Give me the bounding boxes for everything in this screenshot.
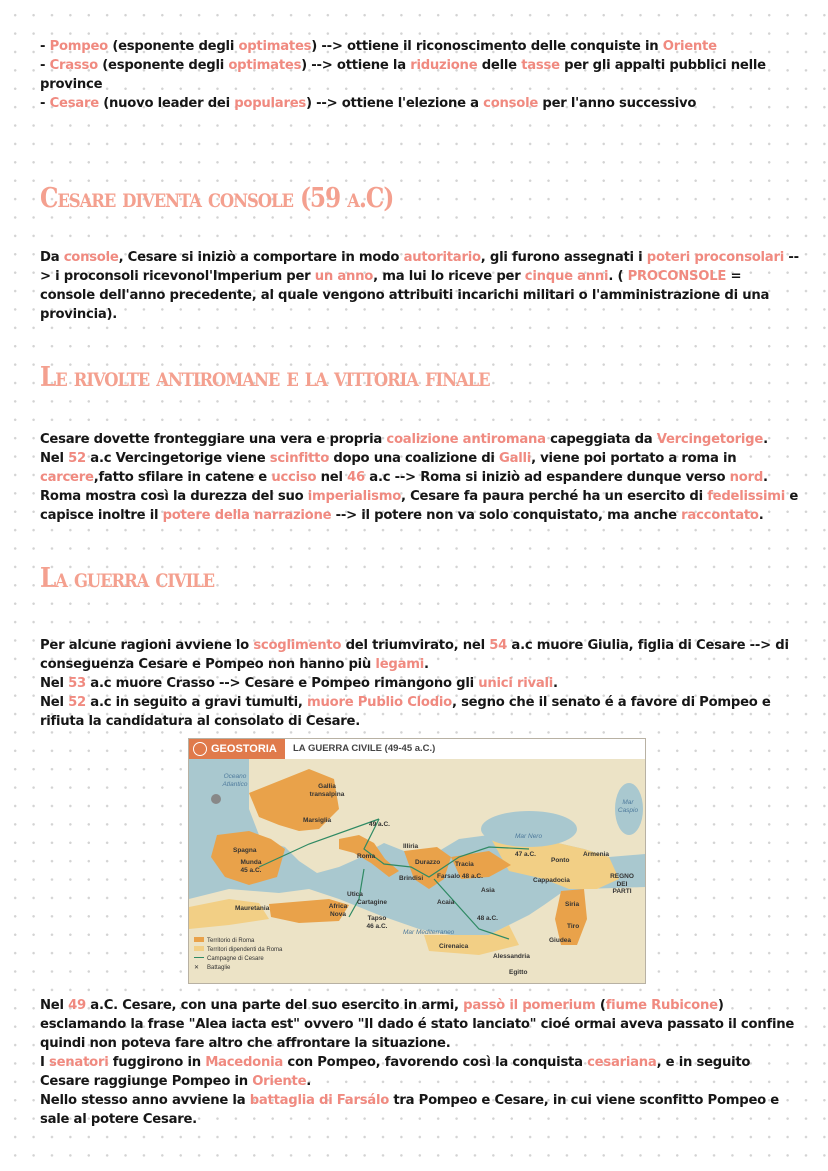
- text-run: Per alcune ragioni avviene lo: [40, 638, 254, 653]
- intro-line: [40, 56, 800, 94]
- map-label: Mar Nero: [515, 833, 543, 840]
- highlight-term: Oriente: [252, 1074, 307, 1089]
- highlight-term: coalizione antiromana: [386, 432, 546, 447]
- text-run: dopo una coalizione di: [329, 451, 500, 466]
- legend-item: Territorio di Roma: [194, 937, 282, 946]
- map-label: Durazzo: [415, 859, 441, 866]
- text-run: a.c Vercingetorige viene: [85, 451, 270, 466]
- text-run: (: [595, 998, 606, 1013]
- text-run: a.c in seguito a gravi tumulti,: [85, 695, 308, 710]
- highlight-term: console: [63, 250, 119, 265]
- paragraph: [40, 636, 800, 674]
- map-label: Illiria: [403, 843, 419, 850]
- section-body: [40, 996, 800, 1129]
- paragraph: [40, 693, 800, 731]
- text-run: Nel: [40, 451, 69, 466]
- highlight-term: Pompeo: [49, 39, 108, 54]
- intro-line: [40, 37, 800, 56]
- map-header: [189, 739, 645, 759]
- map-legend: [194, 937, 282, 973]
- text-run: fuggirono in: [108, 1055, 206, 1070]
- text-run: , e in seguito Cesare raggiunge Pompeo in: [40, 1055, 751, 1089]
- map-label: Cappadocia: [533, 877, 570, 884]
- paragraph: [40, 449, 800, 487]
- text-run: Nel: [40, 695, 69, 710]
- highlight-term: senatori: [49, 1055, 109, 1070]
- text-run: del triumvirato, nel: [341, 638, 490, 653]
- section-body: [40, 248, 800, 324]
- highlight-term: optimates: [238, 39, 312, 54]
- highlight-term: nord: [729, 470, 764, 485]
- legend-item: Campagne di Cesare: [194, 955, 282, 964]
- text-run: .: [758, 508, 764, 523]
- text-run: (esponente degli: [97, 58, 229, 73]
- map-label: Munda 45 a.C.: [240, 859, 262, 874]
- text-run: , gli furono assegnati i: [480, 250, 647, 265]
- highlight-term: riduzione: [410, 58, 478, 73]
- globe-icon: [193, 742, 207, 756]
- text-run: capeggiata da: [545, 432, 657, 447]
- text-run: Nel: [40, 676, 69, 691]
- paragraph: [40, 430, 800, 449]
- text-run: Cesare dovette fronteggiare una vera e propria: [40, 432, 387, 447]
- text-run: -: [40, 96, 50, 111]
- map-label: Utica: [347, 891, 363, 898]
- legend-item: ✕ Battaglie: [194, 965, 231, 971]
- highlight-term: carcere: [40, 470, 94, 485]
- highlight-term: raccontato: [681, 508, 759, 523]
- map-label: Mauretania: [235, 905, 270, 912]
- text-run: tra Pompeo e Cesare, in cui viene sconfitto Pompeo e sale al potere Cesare.: [40, 1093, 780, 1127]
- text-run: con Pompeo, favorendo così la conquista: [283, 1055, 588, 1070]
- text-run: .: [763, 470, 768, 485]
- highlight-term: passò il pomerium: [463, 998, 596, 1013]
- highlight-term: console: [483, 96, 539, 111]
- text-run: ) --> ottiene la: [301, 58, 411, 73]
- text-run: Nello stesso anno avviene la: [40, 1093, 250, 1108]
- paragraph: [40, 1053, 800, 1091]
- map-label: 48 a.C.: [477, 915, 498, 922]
- legend-swatch: [194, 937, 204, 942]
- highlight-term: 46: [347, 470, 365, 485]
- section-body: [40, 430, 800, 525]
- map-label: Siria: [565, 901, 580, 908]
- text-run: , segno che il senato é a favore di Pompeo e rifiuta la candidatura al consolato di Cesare.: [40, 695, 771, 729]
- highlight-term: Oriente: [662, 39, 717, 54]
- text-run: (esponente degli: [108, 39, 239, 54]
- highlight-term: Crasso: [49, 58, 98, 73]
- highlight-term: 52: [68, 695, 86, 710]
- highlight-term: imperialismo: [307, 489, 402, 504]
- text-run: .: [306, 1074, 312, 1089]
- text-run: ,fatto sfilare in catene e: [93, 470, 272, 485]
- text-run: .: [424, 657, 429, 672]
- highlight-term: 52: [68, 451, 86, 466]
- map-label: Marsiglia: [303, 817, 332, 824]
- map-label: Mar Mediterraneo: [403, 929, 455, 936]
- map-label: Tapso 46 a.C.: [366, 915, 388, 930]
- map-label: Africa Nova: [328, 903, 348, 918]
- paragraph: [40, 674, 800, 693]
- text-run: Da: [40, 250, 64, 265]
- highlight-term: PROCONSOLE: [627, 269, 727, 284]
- text-run: Nel: [40, 998, 69, 1013]
- text-run: per l'anno successivo: [538, 96, 697, 111]
- section-heading: Le rivolte antiromane e la vittoria finale: [40, 362, 490, 393]
- map-label: REGNO DEI PARTI: [610, 873, 634, 895]
- highlight-term: optimates: [228, 58, 302, 73]
- paragraph: [40, 248, 800, 324]
- highlight-term: Cesare: [49, 96, 99, 111]
- highlight-term: unici rivali: [478, 676, 554, 691]
- text-run: -: [40, 39, 50, 54]
- map-brand: GEOSTORIA: [189, 739, 285, 759]
- map-label: Spagna: [233, 847, 257, 854]
- highlight-term: autoritario: [403, 250, 481, 265]
- map-label: Tracia: [455, 861, 474, 868]
- text-run: .: [553, 676, 558, 691]
- map-label: Cartagine: [357, 899, 387, 906]
- highlight-term: scoglimento: [253, 638, 342, 653]
- paragraph: [40, 1091, 800, 1129]
- highlight-term: legami: [375, 657, 424, 672]
- map-label: Cirenaica: [439, 943, 469, 950]
- highlight-term: tasse: [521, 58, 560, 73]
- text-run: a.c muore Crasso --> Cesare e Pompeo rimangono gli: [85, 676, 479, 691]
- section-body: [40, 636, 800, 731]
- map-label: Ponto: [551, 857, 570, 864]
- paragraph: [40, 996, 800, 1053]
- text-run: , viene poi portato a roma in: [531, 451, 737, 466]
- map-label: Oceano Atlantico: [222, 773, 248, 788]
- map-label: Tiro: [567, 923, 580, 930]
- map-label: Alessandria: [493, 953, 530, 960]
- legend-item: Territori dipendenti da Roma: [194, 946, 282, 955]
- legend-swatch: [194, 946, 204, 951]
- highlight-term: poteri proconsolari: [646, 250, 784, 265]
- highlight-term: ucciso: [271, 470, 317, 485]
- map-label: Gallia transalpina: [309, 783, 345, 798]
- highlight-term: potere della narrazione: [162, 508, 332, 523]
- text-run: ) --> ottiene l'elezione a: [306, 96, 484, 111]
- highlight-term: fiume Rubicone: [605, 998, 718, 1013]
- highlight-term: cinque anni: [524, 269, 609, 284]
- map-label: Armenia: [583, 851, 610, 858]
- highlight-term: 54: [489, 638, 508, 653]
- text-run: -: [40, 58, 50, 73]
- highlight-term: un anno: [314, 269, 374, 284]
- text-run: nel: [316, 470, 348, 485]
- map-label: Asia: [481, 887, 495, 894]
- map-label: Brindisi: [399, 875, 424, 882]
- text-run: , Cesare fa paura perché ha un esercito di: [401, 489, 708, 504]
- battle-icon: ✕: [194, 965, 200, 971]
- highlight-term: 53: [68, 676, 86, 691]
- map-title: LA GUERRA CIVILE (49-45 a.C.): [293, 743, 436, 754]
- highlight-term: battaglia di Farsálo: [249, 1093, 390, 1108]
- map-label: Acaia: [437, 899, 455, 906]
- text-run: delle: [477, 58, 522, 73]
- map-label: Farsalo 48 a.C.: [437, 873, 483, 880]
- black-sea: [481, 811, 577, 847]
- highlight-term: Vercingetorige: [656, 432, 764, 447]
- text-run: = console dell'anno precedente, al quale vengono attribuiti incarichi militari o l'amministrazione di una provincia).: [40, 269, 770, 322]
- text-run: .: [763, 432, 768, 447]
- section-heading: La guerra civile: [40, 563, 215, 594]
- map-label: Roma: [357, 853, 376, 860]
- text-run: --> i proconsoli ricevonol'Imperium per: [40, 250, 799, 284]
- intro-list: [40, 37, 800, 113]
- highlight-term: fedelissimi: [707, 489, 786, 504]
- legend-swatch: [194, 957, 204, 958]
- map-label: 49 a.C.: [369, 821, 390, 828]
- text-run: a.C. Cesare, con una parte del suo esercito in armi,: [85, 998, 464, 1013]
- highlight-term: muore Publio Clodio: [307, 695, 452, 710]
- text-run: a.c muore Giulia, figlia di Cesare --> di conseguenza Cesare e Pompeo non hanno più: [40, 638, 789, 672]
- map-dot: [211, 794, 221, 804]
- highlight-term: 49: [68, 998, 86, 1013]
- text-run: ) --> ottiene il riconoscimento delle conquiste in: [311, 39, 663, 54]
- highlight-term: Macedonia: [205, 1055, 284, 1070]
- text-run: --> il potere non va solo conquistato, ma anche: [331, 508, 682, 523]
- text-run: I: [40, 1055, 49, 1070]
- section-heading: Cesare diventa console (59 a.C): [40, 183, 394, 214]
- map-label: Mar Caspio: [617, 799, 639, 814]
- text-run: e capisce inoltre il: [40, 489, 799, 523]
- text-run: ) esclamando la frase "Alea iacta est" ovvero "Il dado é stato lanciato" cioé ormai aveva passato il confine quindi non poteva fare altro che affrontare la situazione.: [40, 998, 795, 1051]
- text-run: (nuovo leader dei: [98, 96, 235, 111]
- highlight-term: populares: [234, 96, 306, 111]
- paragraph: [40, 487, 800, 525]
- text-run: , ma lui lo riceve per: [373, 269, 525, 284]
- highlight-term: cesariana: [587, 1055, 657, 1070]
- civil-war-map: [188, 738, 646, 984]
- text-run: Roma mostra così la durezza del suo: [40, 489, 308, 504]
- map-label: Egitto: [509, 969, 528, 976]
- text-run: . (: [608, 269, 628, 284]
- map-label: Giudea: [549, 937, 572, 944]
- highlight-term: Galli: [499, 451, 532, 466]
- text-run: a.c --> Roma si iniziò ad espandere dunque verso: [364, 470, 730, 485]
- intro-line: [40, 94, 800, 113]
- map-label: 47 a.C.: [515, 851, 536, 858]
- text-run: , Cesare si iniziò a comportare in modo: [118, 250, 404, 265]
- text-run: per gli appalti pubblici nelle province: [40, 58, 766, 92]
- highlight-term: scinfitto: [269, 451, 330, 466]
